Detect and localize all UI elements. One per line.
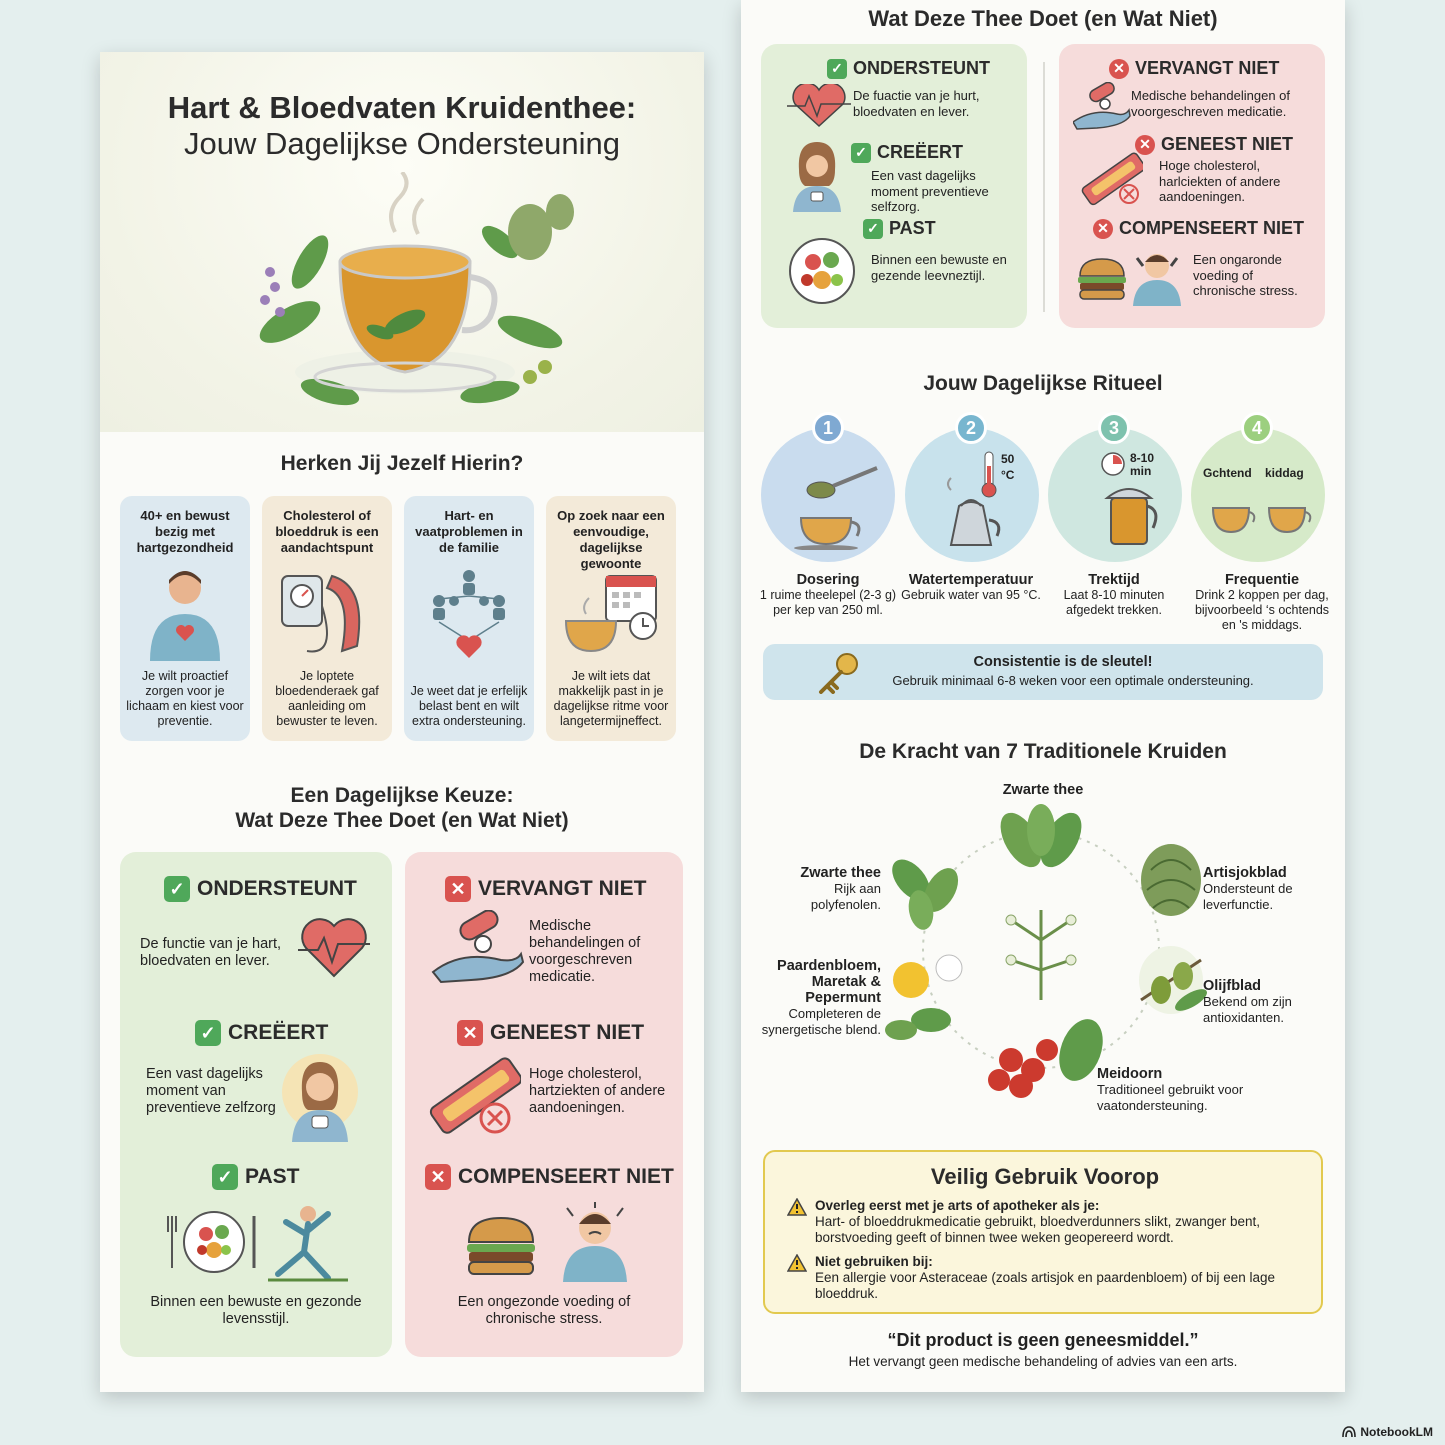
step-number: 1 xyxy=(812,412,844,444)
does-not-item-title: ✕ GENEEST NIET xyxy=(457,1020,644,1046)
disclaimer-text: Het vervangt geen medische behandeling of advies van een arts. xyxy=(848,1354,1238,1369)
does-item-text: Een vast dagelijks moment van preventieve zelfzorg xyxy=(146,1066,276,1116)
tea-calendar-icon xyxy=(561,566,661,661)
does-item-title: ✓ CREËERT xyxy=(195,1020,328,1046)
burger-icon xyxy=(465,1214,537,1278)
left-infographic xyxy=(100,52,704,1392)
herb-name: Zwarte thee xyxy=(1002,782,1084,798)
temperature-badge: 50 °C xyxy=(1001,452,1015,482)
step-label: Trektijd Laat 8-10 minuten afgedekt trekken. xyxy=(1063,572,1165,617)
stressed-person-icon xyxy=(555,1202,635,1282)
step-number: 2 xyxy=(955,412,987,444)
does-not-item-text: Medische behandelingen of voorgeschreven medicatie. xyxy=(1131,88,1291,119)
notebooklm-icon xyxy=(1342,1426,1356,1438)
does-box xyxy=(761,44,1027,328)
cross-icon: ✕ xyxy=(1109,59,1129,79)
does-not-item-title: ✕ VERVANGT NIET xyxy=(445,876,646,902)
herbs-title: De Kracht van 7 Traditionele Kruiden xyxy=(859,740,1227,763)
does-not-box xyxy=(405,852,683,1357)
does-item-text: Binnen een bewuste en gezonde levensstijl. xyxy=(150,1294,362,1327)
check-icon: ✓ xyxy=(164,876,190,902)
does-item-title: ✓ ONDERSTEUNT xyxy=(827,58,990,79)
step-label: Watertemperatuur Gebruik water van 95 °C. xyxy=(901,572,1041,602)
does-box xyxy=(120,852,392,1357)
tea-leaves-left-icon xyxy=(885,853,965,932)
herb-wheel xyxy=(871,800,1211,1110)
cross-icon: ✕ xyxy=(457,1020,483,1046)
warning-icon xyxy=(787,1198,807,1216)
disclaimer-quote: “Dit product is geen geneesmiddel.” xyxy=(887,1330,1199,1350)
persona-card xyxy=(404,496,534,741)
family-tree-icon xyxy=(419,566,519,661)
check-icon: ✓ xyxy=(851,143,871,163)
check-icon: ✓ xyxy=(863,219,883,239)
cross-icon: ✕ xyxy=(1135,135,1155,155)
choice-title: Wat Deze Thee Doet (en Wat Niet) xyxy=(868,6,1218,31)
heart-pulse-icon xyxy=(787,84,851,128)
tea-cup-illustration xyxy=(230,172,580,422)
step-label: Frequentie Drink 2 koppen per dag, bijvoorbeeld ‘s ochtends en 's middags. xyxy=(1194,572,1330,632)
warning-title: Veilig Gebruik Voorop xyxy=(930,1164,1160,1189)
persona-text: Je wilt iets dat makkelijk past in je dagelijkse ritme voor langetermijneffect. xyxy=(553,669,669,728)
does-not-item-text: Medische behandelingen of voorgeschreven medicatie. xyxy=(529,918,641,985)
ritual-steps xyxy=(761,417,1331,560)
healthy-plate-icon xyxy=(787,236,857,306)
persona-card xyxy=(120,496,250,741)
brand-logo: NotebookLM xyxy=(1342,1425,1433,1439)
choice-title-line1: Een Dagelijkse Keuze: xyxy=(290,784,514,807)
artichoke-icon xyxy=(1141,844,1201,916)
mistletoe-icon xyxy=(1006,910,1076,1000)
does-item-title: ✓ PAST xyxy=(863,218,936,239)
herb-label: Artisjokblad Ondersteunt de leverfunctie. xyxy=(1203,865,1293,912)
step-number: 3 xyxy=(1098,412,1130,444)
does-not-item-title: ✕ GENEEST NIET xyxy=(1135,134,1293,155)
olive-leaf-icon xyxy=(1139,946,1210,1015)
herb-label: Olijfblad Bekend om zijn antioxidanten. xyxy=(1203,978,1292,1025)
does-not-item-text: Een ongaronde voeding of chronische stress. xyxy=(1193,252,1298,298)
does-not-item-title: ✕ VERVANGT NIET xyxy=(1109,58,1279,79)
hawthorn-icon xyxy=(988,1013,1111,1098)
warning-row: Niet gebruiken bij: Een allergie voor Asteraceae (zoals artisjok en paardenbloem) of bij een lage bloeddruk. xyxy=(787,1254,1307,1302)
cross-icon: ✕ xyxy=(445,876,471,902)
dandelion-mint-icon xyxy=(885,955,962,1040)
persona-card xyxy=(546,496,676,741)
woman-tea-icon xyxy=(280,1052,360,1142)
herb-label: Zwarte thee Rijk aan polyfenolen. xyxy=(800,865,881,912)
does-item-text: De functie van je hart, bloedvaten en lever. xyxy=(140,936,282,969)
choice-title-line2: Wat Deze Thee Doet (en Wat Niet) xyxy=(235,809,569,832)
safety-warning-box xyxy=(763,1150,1323,1314)
does-item-title: ✓ CREËERT xyxy=(851,142,963,163)
step-circle xyxy=(1191,428,1325,562)
divider xyxy=(1043,62,1045,312)
woman-tea-icon xyxy=(789,140,845,212)
page-title: Hart & Bloedvaten Kruidenthee: xyxy=(167,90,637,125)
yoga-person-icon xyxy=(268,1202,348,1282)
heart-pulse-icon xyxy=(298,914,370,980)
does-not-item-title: ✕ COMPENSEERT NIET xyxy=(425,1164,674,1190)
check-icon: ✓ xyxy=(827,59,847,79)
cross-icon: ✕ xyxy=(1093,219,1113,239)
page-subtitle: Jouw Dagelijkse Ondersteuning xyxy=(184,126,620,161)
afternoon-label: kiddag xyxy=(1265,466,1304,480)
healthy-plate-icon xyxy=(166,1202,256,1282)
medication-hand-icon xyxy=(1073,82,1131,130)
persona-heading: Hart- en vaatproblemen in de familie xyxy=(415,508,523,555)
warning-icon xyxy=(787,1254,807,1272)
check-icon: ✓ xyxy=(212,1164,238,1190)
black-tea-leaves-icon xyxy=(992,804,1090,874)
persona-card xyxy=(262,496,392,741)
persona-text: Je loptete bloedenderaek gaf aanleiding om bewuster te leven. xyxy=(275,669,379,728)
does-not-box xyxy=(1059,44,1325,328)
timer-badge: 8-10 min xyxy=(1130,451,1155,478)
does-item-text: Binnen een bewuste en gezende leevneztijl. xyxy=(871,252,1007,283)
does-item-title: ✓ ONDERSTEUNT xyxy=(164,876,357,902)
step-label: Dosering 1 ruime theelepel (2-3 g) per kep van 250 ml. xyxy=(759,572,897,617)
blocked-artery-icon xyxy=(1081,148,1143,208)
herb-label: Paardenbloem, Maretak & Pepermunt Completeren de synergetische blend. xyxy=(761,958,881,1037)
blood-pressure-icon xyxy=(277,566,377,661)
does-not-item-title: ✕ COMPENSEERT NIET xyxy=(1093,218,1304,239)
does-item-text: Een vast dagelijks moment preventieve selfzorg. xyxy=(871,168,989,214)
morning-label: Gchtend xyxy=(1203,466,1252,480)
herb-label: Meidoorn Traditioneel gebruikt voor vaatondersteuning. xyxy=(1097,1066,1244,1113)
consistency-title: Consistentie is de sleutel! xyxy=(973,654,1153,670)
blocked-artery-icon xyxy=(429,1052,521,1136)
step-number: 4 xyxy=(1241,412,1273,444)
warning-row: Overleg eerst met je arts of apotheker als je: Hart- of bloeddrukmedicatie gebruikt, bloedverdunners slikt, zwanger bent, borstvoeding geeft of binnen twee weken geopereerd wordt. xyxy=(787,1198,1307,1246)
ritual-title: Jouw Dagelijkse Ritueel xyxy=(923,372,1163,395)
consistency-text: Gebruik minimaal 6-8 weken voor een optimale ondersteuning. xyxy=(892,673,1254,688)
does-item-title: ✓ PAST xyxy=(212,1164,299,1190)
does-item-text: De fuactie van je hurt, bloedvaten en lever. xyxy=(853,88,980,119)
persona-text: Je weet dat je erfelijk belast bent en wilt extra ondersteuning. xyxy=(410,684,528,728)
cross-icon: ✕ xyxy=(425,1164,451,1190)
spoon-cup-icon xyxy=(791,460,881,550)
two-cups-icon xyxy=(1209,500,1329,540)
medication-hand-icon xyxy=(431,910,526,985)
does-not-item-text: Een ongezonde voeding of chronische stress. xyxy=(457,1294,631,1327)
persona-heading: Cholesterol of bloeddruk is een aandachtspunt xyxy=(275,508,379,555)
check-icon: ✓ xyxy=(195,1020,221,1046)
stressed-person-icon xyxy=(1127,246,1187,306)
does-not-item-text: Hoge cholesterol, hartziekten of andere aandoeningen. xyxy=(529,1066,666,1116)
burger-icon xyxy=(1077,256,1127,300)
recognize-title: Herken Jij Jezelf Hierin? xyxy=(280,452,524,475)
does-not-item-text: Hoge cholesterol, harlciekten of andere aandoeningen. xyxy=(1159,158,1281,204)
right-infographic xyxy=(741,0,1345,1392)
person-heart-icon xyxy=(135,566,235,661)
consistency-banner xyxy=(763,644,1323,700)
persona-text: Je wilt proactief zorgen voor je lichaam en kiest voor preventie. xyxy=(126,669,244,728)
persona-heading: 40+ en bewust bezig met hartgezondheid xyxy=(136,508,234,555)
persona-heading: Op zoek naar een eenvoudige, dagelijkse gewoonte xyxy=(557,508,665,571)
